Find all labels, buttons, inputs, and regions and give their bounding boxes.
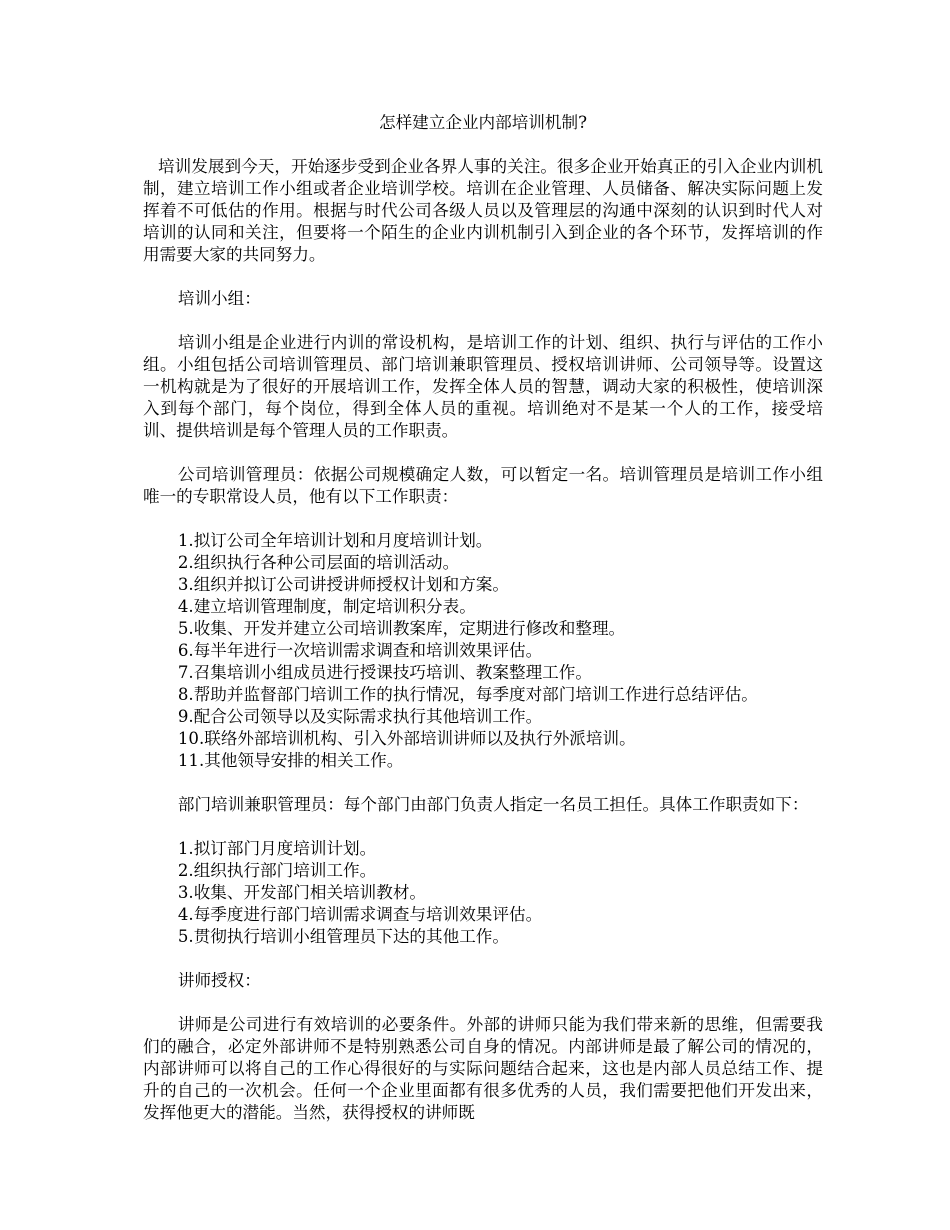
document-title: 怎样建立企业内部培训机制? [378, 113, 588, 132]
list-item: 3.收集、开发部门相关培训教材。 [177, 883, 427, 902]
lecturer-paragraph: 讲师是公司进行有效培训的必要条件。外部的讲师只能为我们带来新的思维，但需要我们的融合，必定外部讲师不是特别熟悉公司自身的情况。内部讲师是最了解公司的情况的，内部讲师可以将自己的工作心得很好的与实际问题结合起来，这也是内部人员总结工作、提升的自己的一次机会。任何一个企业里面都有很多优秀的人员，我们需要把他们开发出来，发挥他更大的潜能。当然，获得授权的讲师既 [143, 1015, 823, 1122]
list-item: 1.拟订公司全年培训计划和月度培训计划。 [177, 531, 493, 550]
list-item: 1.拟订部门月度培训计划。 [177, 839, 377, 858]
list-item: 3.组织并拟订公司讲授讲师授权计划和方案。 [177, 575, 509, 594]
list-item: 8.帮助并监督部门培训工作的执行情况，每季度对部门培训工作进行总结评估。 [177, 685, 758, 704]
list-item: 11.其他领导安排的相关工作。 [177, 751, 404, 770]
training-group-paragraph: 培训小组是企业进行内训的常设机构，是培训工作的计划、组织、执行与评估的工作小组。小组包括公司培训管理员、部门培训兼职管理员、授权培训讲师、公司领导等。设置这一机构就是为了很好的开展培训工作，发挥全体人员的智慧，调动大家的积极性，使培训深入到每个部门，每个岗位，得到全体人员的重视。培训绝对不是某一个人的工作，接受培训、提供培训是每个管理人员的工作职责。 [143, 333, 823, 440]
list-item: 6.每半年进行一次培训需求调查和培训效果评估。 [177, 641, 543, 660]
list-item: 2.组织执行部门培训工作。 [177, 861, 377, 880]
company-admin-intro: 公司培训管理员：依据公司规模确定人数，可以暂定一名。培训管理员是培训工作小组唯一的专职常设人员，他有以下工作职责： [143, 465, 823, 506]
lecturer-heading: 讲师授权： [177, 971, 261, 990]
dept-admin-duty-list [143, 838, 823, 948]
list-item: 10.联络外部培训机构、引入外部培训讲师以及执行外派培训。 [177, 729, 636, 748]
intro-paragraph: 培训发展到今天，开始逐步受到企业各界人事的关注。很多企业开始真正的引入企业内训机制，建立培训工作小组或者企业培训学校。培训在企业管理、人员储备、解决实际问题上发挥着不可低估的作用。根据与时代公司各级人员以及管理层的沟通中深刻的认识到时代人对培训的认同和关注，但要将一个陌生的企业内训机制引入到企业的各个环节，发挥培训的作用需要大家的共同努力。 [143, 157, 823, 264]
training-group-heading: 培训小组： [177, 289, 261, 308]
list-item: 9.配合公司领导以及实际需求执行其他培训工作。 [177, 707, 543, 726]
dept-admin-intro: 部门培训兼职管理员：每个部门由部门负责人指定一名员工担任。具体工作职责如下： [177, 795, 809, 814]
list-item: 5.贯彻执行培训小组管理员下达的其他工作。 [177, 927, 509, 946]
list-item: 4.建立培训管理制度，制定培训积分表。 [177, 597, 476, 616]
company-admin-duty-list [143, 530, 823, 772]
list-item: 5.收集、开发并建立公司培训教案库，定期进行修改和整理。 [177, 619, 626, 638]
list-item: 2.组织执行各种公司层面的培训活动。 [177, 553, 460, 572]
list-item: 7.召集培训小组成员进行授课技巧培训、教案整理工作。 [177, 663, 592, 682]
list-item: 4.每季度进行部门培训需求调查与培训效果评估。 [177, 905, 543, 924]
document-page [143, 112, 823, 1146]
